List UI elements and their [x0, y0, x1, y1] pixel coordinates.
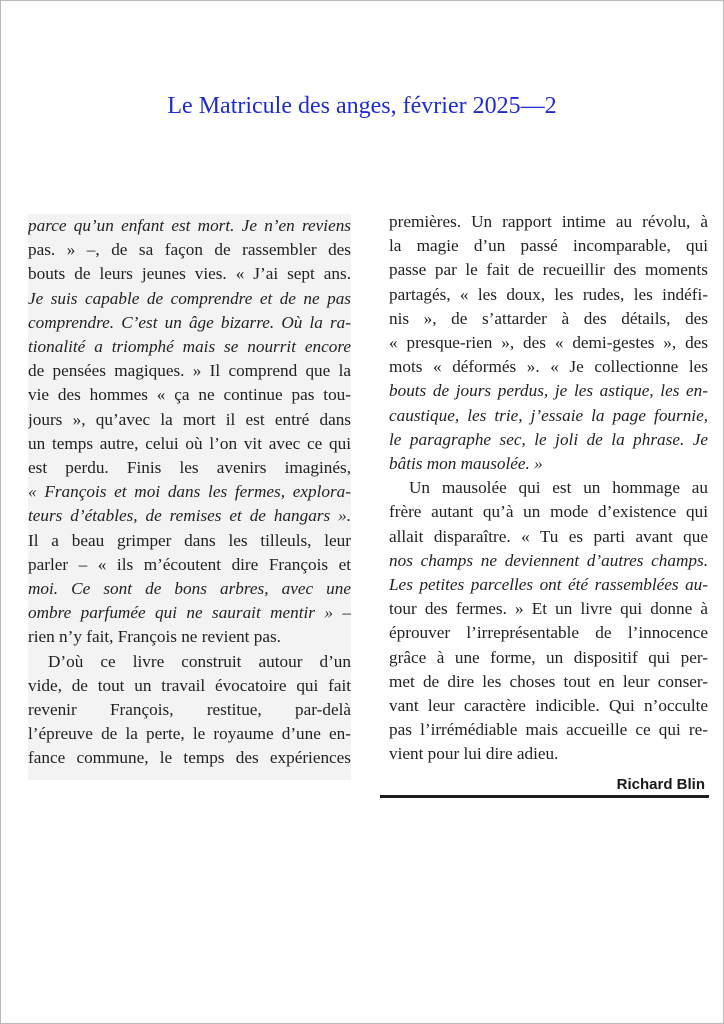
author-byline: Richard Blin: [616, 776, 705, 793]
text-line: Les petites parcelles ont été rassemblées au-: [389, 575, 708, 595]
text-line: passe par le fait de recueillir des moments: [389, 260, 708, 280]
text-line: vie des hommes « ça ne continue pas tou-: [28, 385, 351, 405]
text-line: vide, de tout un travail évocatoire qui fait: [28, 675, 351, 695]
article-column-right: [389, 210, 708, 785]
text-line: D’où ce livre construit autour d’un: [48, 651, 351, 671]
text-line: éprouver l’irreprésentable de l’innocence: [389, 623, 708, 643]
text-line: tionalité a triomphé mais se nourrit encore: [28, 337, 351, 357]
text-line: rien n’y fait, François ne revient pas.: [28, 627, 281, 647]
text-line: parler – « ils m’écoutent dire François et: [28, 554, 351, 574]
text-line: revenir François, restitue, par-delà: [28, 700, 351, 720]
text-line: vant leur caractère indicible. Qui n’occulte: [389, 696, 708, 716]
text-line: grâce à une forme, un dispositif qui per-: [389, 647, 708, 667]
text-line: met de dire les choses tout en leur conser-: [389, 671, 708, 691]
text-line: Je suis capable de comprendre et de ne pas: [28, 288, 351, 308]
text-line: la magie d’un passé incomparable, qui: [389, 236, 708, 256]
page-title: Le Matricule des anges, février 2025—2: [167, 93, 557, 119]
text-line: bouts de leurs jeunes vies. « J’ai sept ans.: [28, 264, 351, 284]
text-line: bâtis mon mausolée. »: [389, 454, 543, 474]
text-line: l’épreuve de la perte, le royaume d’une en-: [28, 724, 351, 744]
text-line: bouts de jours perdus, je les astique, les en-: [389, 381, 708, 401]
text-line: nos champs ne deviennent d’autres champs.: [389, 550, 708, 570]
text-line: le paragraphe sec, le joli de la phrase. Je: [389, 429, 708, 449]
text-line: pas l’irrémédiable mais accueille ce qui re-: [389, 720, 708, 740]
text-line: pas. » –, de sa façon de rassembler des: [28, 240, 351, 260]
text-line: vient pour lui dire adieu.: [389, 744, 559, 764]
article-column-left: [28, 214, 351, 780]
text-line: ombre parfumée qui ne saurait mentir » –: [28, 603, 351, 623]
text-line: mots « déformés ». « Je collectionne les: [389, 357, 708, 377]
text-line: un temps autre, celui où l’on vit avec ce qui: [28, 433, 351, 453]
text-line: premières. Un rapport intime au révolu, à: [389, 212, 708, 231]
text-line: caustique, les trie, j’essaie la page fournie,: [389, 405, 708, 425]
text-line: parce qu’un enfant est mort. Je n’en reviens: [28, 216, 351, 235]
text-line: teurs d’étables, de remises et de hangars ».: [28, 506, 351, 526]
closing-rule: [380, 795, 709, 798]
text-line: tour des fermes. » Et un livre qui donne à: [389, 599, 708, 619]
text-line: moi. Ce sont de bons arbres, avec une: [28, 579, 351, 599]
text-line: « François et moi dans les fermes, explora-: [28, 482, 351, 502]
text-line: Un mausolée qui est un hommage au: [409, 478, 708, 498]
text-line: allait disparaître. « Tu es parti avant que: [389, 526, 708, 546]
text-line: jours », qu’avec la mort il est entré dans: [28, 409, 351, 429]
text-line: est perdu. Finis les avenirs imaginés,: [28, 458, 351, 478]
text-line: « presque-rien », des « demi-gestes », des: [389, 333, 708, 353]
text-line: partagés, « les doux, les rudes, les indéfi-: [389, 284, 708, 304]
text-line: nis », de s’attarder à des détails, des: [389, 308, 708, 328]
text-line: frère autant qu’à un mode d’existence qui: [389, 502, 708, 522]
text-line: fance commune, le temps des expériences: [28, 748, 351, 768]
text-line: comprendre. C’est un âge bizarre. Où la ra-: [28, 312, 351, 332]
text-line: Il a beau grimper dans les tilleuls, leur: [28, 530, 351, 550]
text-line: de pensées magiques. » Il comprend que la: [28, 361, 351, 381]
